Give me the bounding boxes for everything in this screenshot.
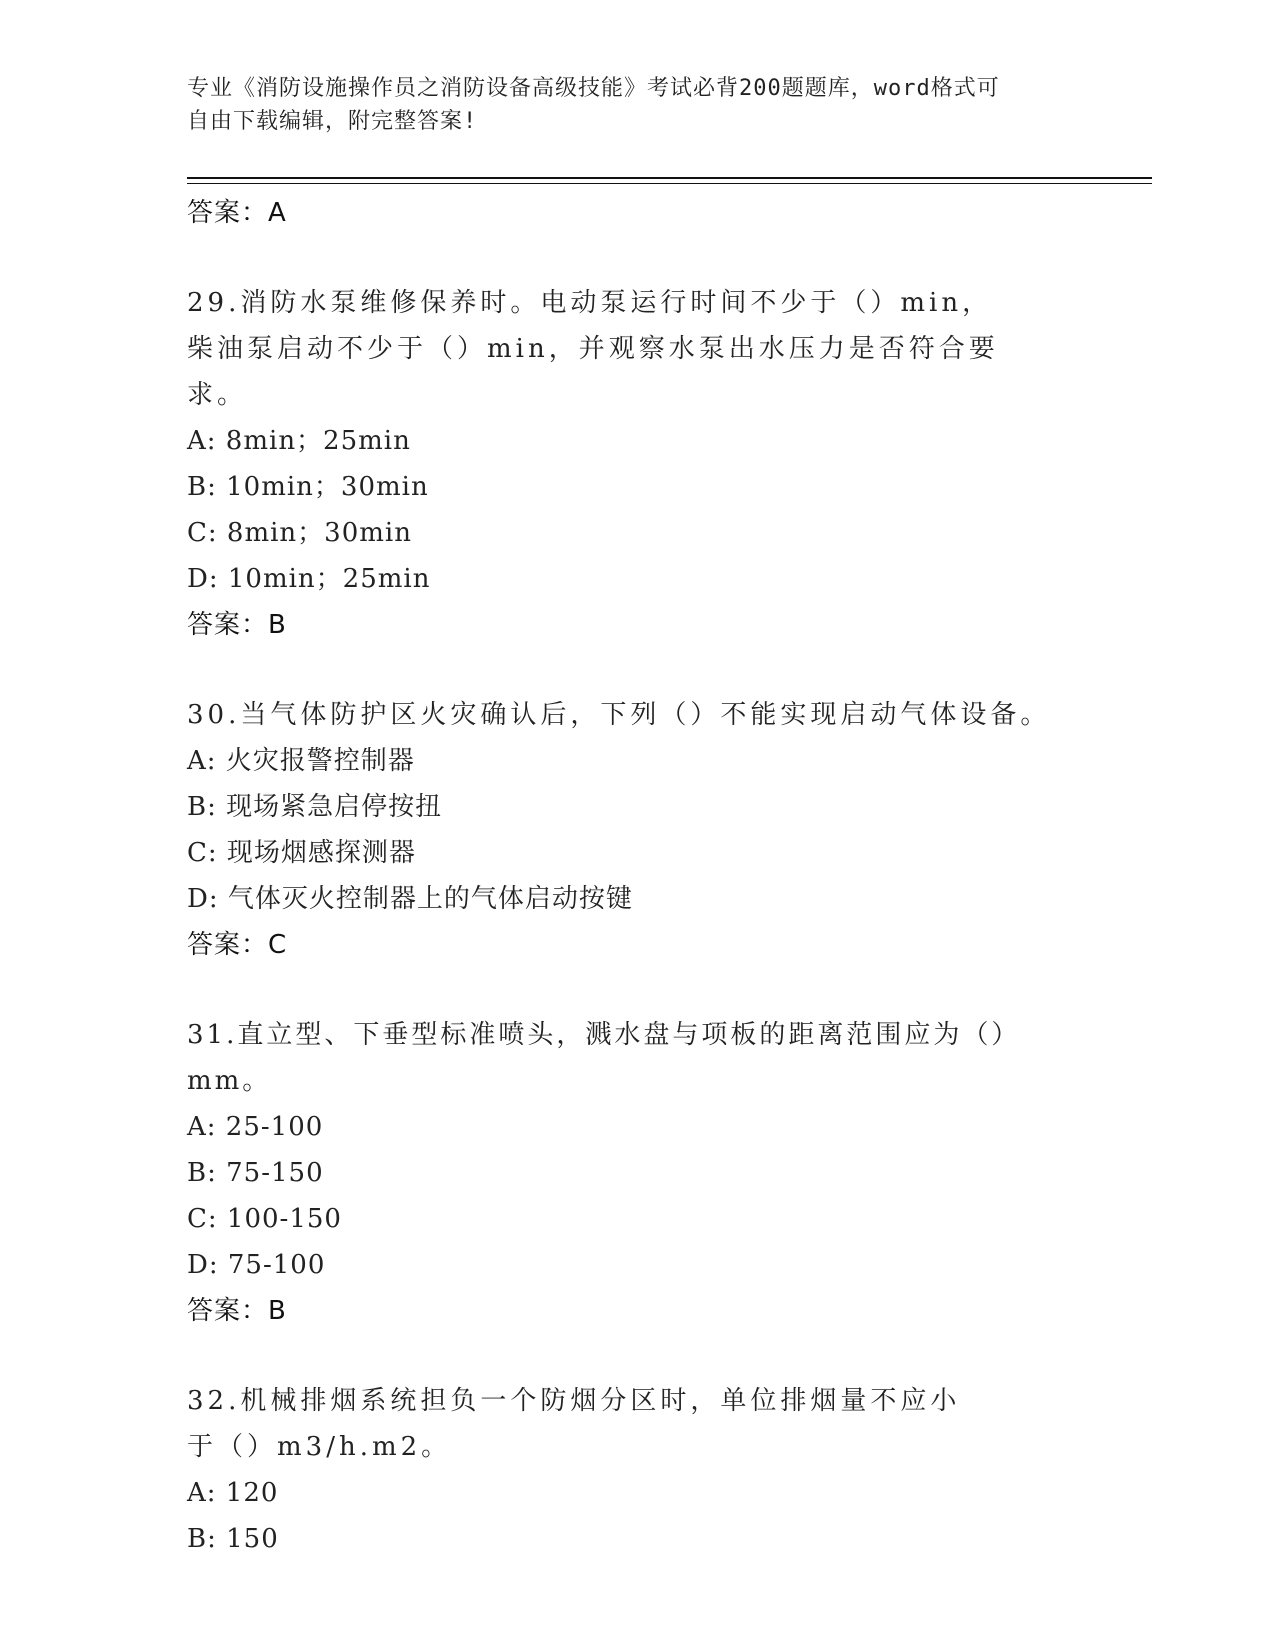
option-b: B: 150	[187, 1524, 279, 1554]
question-list	[187, 190, 1087, 1562]
question-block	[187, 280, 1087, 648]
spacer	[187, 648, 1087, 692]
answer-label: 答案：A	[187, 198, 287, 228]
option-a: A: 火灾报警控制器	[187, 746, 415, 776]
question-block	[187, 1378, 1087, 1562]
question-block	[187, 1012, 1087, 1334]
spacer	[187, 1334, 1087, 1378]
question-text: 32.机械排烟系统担负一个防烟分区时，单位排烟量不应小于（）m3/h.m2。	[187, 1386, 961, 1462]
header-line-2: 自由下载编辑，附完整答案!	[187, 109, 478, 134]
option-d: D: 气体灭火控制器上的气体启动按键	[187, 884, 633, 914]
answer-label: 答案：B	[187, 610, 287, 640]
header-rule-thin	[187, 183, 1152, 184]
option-a: A: 8min；25min	[187, 426, 411, 456]
header-line-1: 专业《消防设施操作员之消防设备高级技能》考试必背200题题库，word格式可	[187, 76, 1000, 101]
option-c: C: 8min；30min	[187, 518, 412, 548]
spacer	[187, 236, 1087, 280]
option-b: B: 75-150	[187, 1158, 324, 1188]
option-a: A: 25-100	[187, 1112, 324, 1142]
question-text: 30.当气体防护区火灾确认后，下列（）不能实现启动气体设备。	[187, 700, 1051, 730]
question-text: 29.消防水泵维修保养时。电动泵运行时间不少于（）min，柴油泵启动不少于（）min，并观察水泵出水压力是否符合要求。	[187, 288, 999, 410]
option-d: D: 10min；25min	[187, 564, 431, 594]
header-rule-thick	[187, 177, 1152, 179]
question-text: 31.直立型、下垂型标准喷头，溅水盘与项板的距离范围应为（）mm。	[187, 1020, 1021, 1096]
answer-label: 答案：C	[187, 930, 288, 960]
question-block	[187, 692, 1087, 968]
spacer	[187, 968, 1087, 1012]
document-header	[187, 72, 1067, 138]
option-c: C: 现场烟感探测器	[187, 838, 416, 868]
option-b: B: 10min；30min	[187, 472, 429, 502]
option-b: B: 现场紧急启停按扭	[187, 792, 443, 822]
option-a: A: 120	[187, 1478, 279, 1508]
option-c: C: 100-150	[187, 1204, 342, 1234]
answer-label: 答案：B	[187, 1296, 287, 1326]
option-d: D: 75-100	[187, 1250, 326, 1280]
